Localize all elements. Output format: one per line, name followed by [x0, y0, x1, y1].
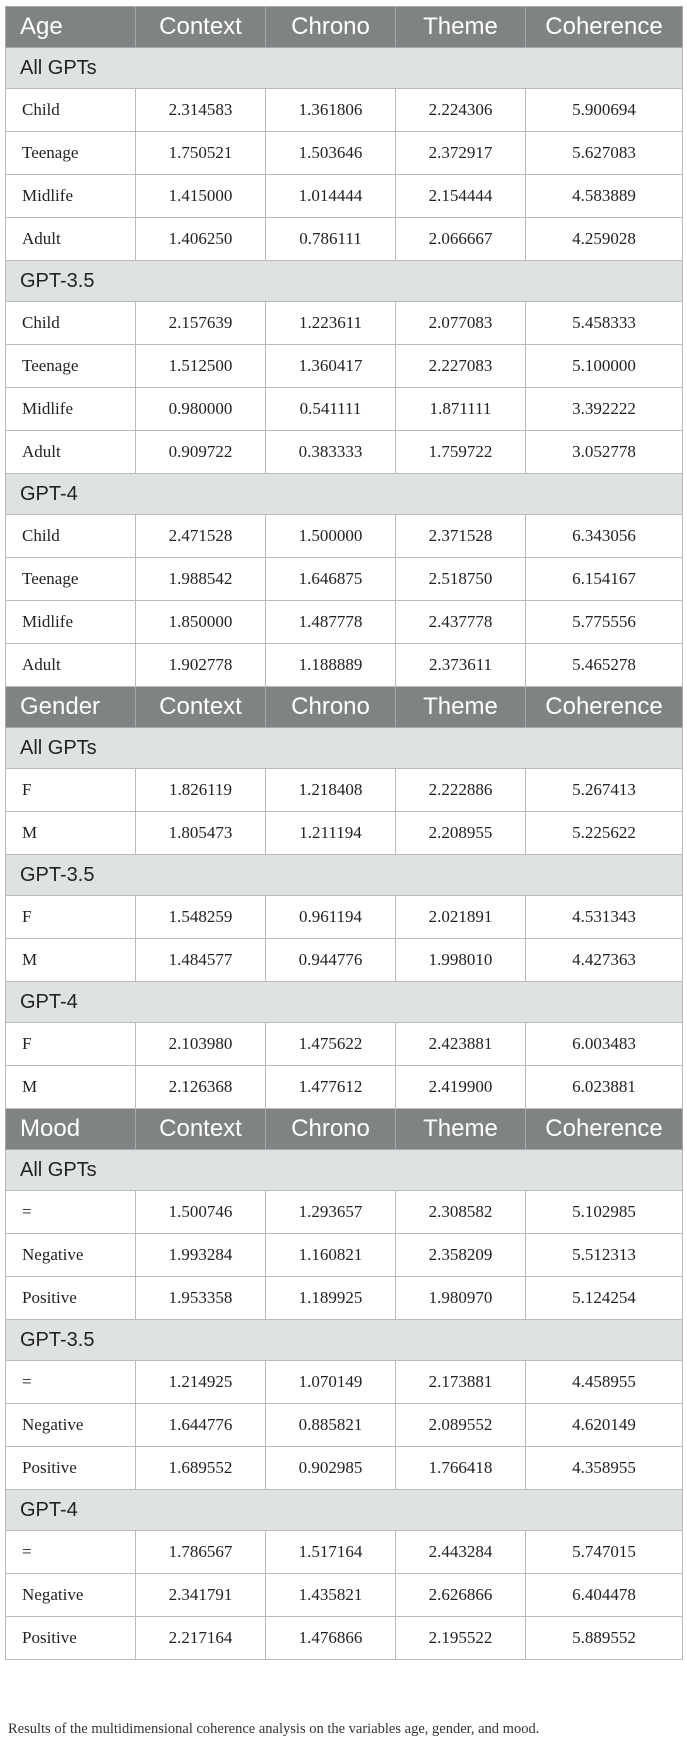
- table-row: [6, 89, 683, 132]
- column-header-cell: Coherence: [526, 687, 683, 728]
- value-cell: 2.358209: [396, 1234, 526, 1277]
- value-cell: 1.689552: [136, 1447, 266, 1490]
- value-cell: 0.961194: [266, 896, 396, 939]
- value-cell: 2.518750: [396, 558, 526, 601]
- table-row: [6, 1234, 683, 1277]
- table-row: [6, 1361, 683, 1404]
- model-group-label: All GPTs: [6, 728, 683, 769]
- table-row: [6, 644, 683, 687]
- value-cell: 6.003483: [526, 1023, 683, 1066]
- value-cell: 1.361806: [266, 89, 396, 132]
- value-cell: 1.902778: [136, 644, 266, 687]
- value-cell: 4.531343: [526, 896, 683, 939]
- table-row: [6, 1531, 683, 1574]
- value-cell: 0.944776: [266, 939, 396, 982]
- column-header-cell: Chrono: [266, 7, 396, 48]
- row-label-cell: Child: [6, 515, 136, 558]
- section-header-row: [6, 1109, 683, 1150]
- model-group-row: [6, 1150, 683, 1191]
- value-cell: 4.358955: [526, 1447, 683, 1490]
- value-cell: 1.646875: [266, 558, 396, 601]
- table-row: [6, 431, 683, 474]
- value-cell: 0.786111: [266, 218, 396, 261]
- value-cell: 3.392222: [526, 388, 683, 431]
- value-cell: 2.154444: [396, 175, 526, 218]
- row-label-cell: Adult: [6, 218, 136, 261]
- value-cell: 1.475622: [266, 1023, 396, 1066]
- value-cell: 0.885821: [266, 1404, 396, 1447]
- table-row: [6, 558, 683, 601]
- value-cell: 1.980970: [396, 1277, 526, 1320]
- row-label-cell: =: [6, 1191, 136, 1234]
- variable-header-cell: Age: [6, 7, 136, 48]
- row-label-cell: Teenage: [6, 345, 136, 388]
- value-cell: 1.500746: [136, 1191, 266, 1234]
- row-label-cell: Negative: [6, 1404, 136, 1447]
- value-cell: 0.902985: [266, 1447, 396, 1490]
- model-group-label: All GPTs: [6, 48, 683, 89]
- model-group-row: [6, 855, 683, 896]
- table-row: [6, 1191, 683, 1234]
- table-row: [6, 1404, 683, 1447]
- model-group-label: All GPTs: [6, 1150, 683, 1191]
- row-label-cell: Negative: [6, 1574, 136, 1617]
- row-label-cell: Child: [6, 89, 136, 132]
- value-cell: 2.308582: [396, 1191, 526, 1234]
- value-cell: 2.227083: [396, 345, 526, 388]
- table-caption: Results of the multidimensional coherence analysis on the variables age, gender, and mood.: [8, 1721, 540, 1737]
- value-cell: 2.626866: [396, 1574, 526, 1617]
- value-cell: 6.404478: [526, 1574, 683, 1617]
- model-group-label: GPT-3.5: [6, 1320, 683, 1361]
- value-cell: 2.341791: [136, 1574, 266, 1617]
- value-cell: 2.372917: [396, 132, 526, 175]
- value-cell: 6.023881: [526, 1066, 683, 1109]
- table-row: [6, 345, 683, 388]
- value-cell: 1.218408: [266, 769, 396, 812]
- value-cell: 1.750521: [136, 132, 266, 175]
- model-group-label: GPT-3.5: [6, 261, 683, 302]
- value-cell: 1.953358: [136, 1277, 266, 1320]
- value-cell: 5.889552: [526, 1617, 683, 1660]
- value-cell: 1.826119: [136, 769, 266, 812]
- value-cell: 4.427363: [526, 939, 683, 982]
- table-row: [6, 1617, 683, 1660]
- value-cell: 1.517164: [266, 1531, 396, 1574]
- section-header-row: [6, 7, 683, 48]
- value-cell: 2.157639: [136, 302, 266, 345]
- value-cell: 1.988542: [136, 558, 266, 601]
- row-label-cell: Teenage: [6, 558, 136, 601]
- value-cell: 2.371528: [396, 515, 526, 558]
- value-cell: 1.759722: [396, 431, 526, 474]
- value-cell: 1.223611: [266, 302, 396, 345]
- column-header-cell: Coherence: [526, 1109, 683, 1150]
- value-cell: 5.225622: [526, 812, 683, 855]
- results-table-container: [5, 6, 682, 1660]
- row-label-cell: Positive: [6, 1447, 136, 1490]
- table-row: [6, 769, 683, 812]
- row-label-cell: Midlife: [6, 601, 136, 644]
- column-header-cell: Chrono: [266, 1109, 396, 1150]
- value-cell: 2.217164: [136, 1617, 266, 1660]
- row-label-cell: =: [6, 1361, 136, 1404]
- table-row: [6, 302, 683, 345]
- value-cell: 2.077083: [396, 302, 526, 345]
- value-cell: 2.089552: [396, 1404, 526, 1447]
- value-cell: 6.154167: [526, 558, 683, 601]
- value-cell: 5.102985: [526, 1191, 683, 1234]
- value-cell: 1.014444: [266, 175, 396, 218]
- value-cell: 4.583889: [526, 175, 683, 218]
- value-cell: 2.314583: [136, 89, 266, 132]
- table-row: [6, 132, 683, 175]
- value-cell: 1.786567: [136, 1531, 266, 1574]
- row-label-cell: Adult: [6, 644, 136, 687]
- value-cell: 1.805473: [136, 812, 266, 855]
- value-cell: 1.211194: [266, 812, 396, 855]
- table-row: [6, 175, 683, 218]
- value-cell: 1.070149: [266, 1361, 396, 1404]
- value-cell: 1.500000: [266, 515, 396, 558]
- value-cell: 2.208955: [396, 812, 526, 855]
- table-row: [6, 812, 683, 855]
- value-cell: 1.871111: [396, 388, 526, 431]
- value-cell: 5.465278: [526, 644, 683, 687]
- section-header-row: [6, 687, 683, 728]
- model-group-row: [6, 474, 683, 515]
- value-cell: 5.747015: [526, 1531, 683, 1574]
- model-group-row: [6, 728, 683, 769]
- column-header-cell: Context: [136, 687, 266, 728]
- table-row: [6, 1277, 683, 1320]
- table-row: [6, 388, 683, 431]
- table-row: [6, 939, 683, 982]
- column-header-cell: Context: [136, 1109, 266, 1150]
- value-cell: 1.548259: [136, 896, 266, 939]
- value-cell: 0.980000: [136, 388, 266, 431]
- value-cell: 1.214925: [136, 1361, 266, 1404]
- value-cell: 1.406250: [136, 218, 266, 261]
- row-label-cell: M: [6, 939, 136, 982]
- model-group-label: GPT-3.5: [6, 855, 683, 896]
- row-label-cell: Midlife: [6, 175, 136, 218]
- table-row: [6, 1447, 683, 1490]
- value-cell: 1.160821: [266, 1234, 396, 1277]
- results-table-body: [6, 7, 683, 1660]
- row-label-cell: F: [6, 769, 136, 812]
- value-cell: 2.126368: [136, 1066, 266, 1109]
- value-cell: 5.900694: [526, 89, 683, 132]
- value-cell: 1.415000: [136, 175, 266, 218]
- value-cell: 1.360417: [266, 345, 396, 388]
- row-label-cell: M: [6, 1066, 136, 1109]
- value-cell: 2.437778: [396, 601, 526, 644]
- value-cell: 2.021891: [396, 896, 526, 939]
- value-cell: 5.458333: [526, 302, 683, 345]
- row-label-cell: Positive: [6, 1617, 136, 1660]
- value-cell: 1.993284: [136, 1234, 266, 1277]
- table-row: [6, 218, 683, 261]
- value-cell: 5.512313: [526, 1234, 683, 1277]
- row-label-cell: M: [6, 812, 136, 855]
- value-cell: 1.477612: [266, 1066, 396, 1109]
- value-cell: 1.503646: [266, 132, 396, 175]
- value-cell: 1.476866: [266, 1617, 396, 1660]
- table-row: [6, 1023, 683, 1066]
- value-cell: 6.343056: [526, 515, 683, 558]
- value-cell: 3.052778: [526, 431, 683, 474]
- value-cell: 5.627083: [526, 132, 683, 175]
- column-header-cell: Theme: [396, 7, 526, 48]
- value-cell: 1.189925: [266, 1277, 396, 1320]
- model-group-row: [6, 1320, 683, 1361]
- row-label-cell: Midlife: [6, 388, 136, 431]
- value-cell: 1.484577: [136, 939, 266, 982]
- value-cell: 2.066667: [396, 218, 526, 261]
- value-cell: 1.998010: [396, 939, 526, 982]
- value-cell: 2.224306: [396, 89, 526, 132]
- value-cell: 0.909722: [136, 431, 266, 474]
- variable-header-cell: Gender: [6, 687, 136, 728]
- value-cell: 5.124254: [526, 1277, 683, 1320]
- column-header-cell: Chrono: [266, 687, 396, 728]
- value-cell: 2.373611: [396, 644, 526, 687]
- value-cell: 2.443284: [396, 1531, 526, 1574]
- value-cell: 1.644776: [136, 1404, 266, 1447]
- column-header-cell: Context: [136, 7, 266, 48]
- row-label-cell: Child: [6, 302, 136, 345]
- model-group-label: GPT-4: [6, 474, 683, 515]
- row-label-cell: Negative: [6, 1234, 136, 1277]
- row-label-cell: Positive: [6, 1277, 136, 1320]
- row-label-cell: =: [6, 1531, 136, 1574]
- row-label-cell: F: [6, 1023, 136, 1066]
- value-cell: 1.512500: [136, 345, 266, 388]
- value-cell: 1.487778: [266, 601, 396, 644]
- row-label-cell: Adult: [6, 431, 136, 474]
- model-group-row: [6, 1490, 683, 1531]
- model-group-label: GPT-4: [6, 1490, 683, 1531]
- value-cell: 5.775556: [526, 601, 683, 644]
- value-cell: 1.850000: [136, 601, 266, 644]
- row-label-cell: Teenage: [6, 132, 136, 175]
- column-header-cell: Theme: [396, 1109, 526, 1150]
- value-cell: 2.195522: [396, 1617, 526, 1660]
- value-cell: 2.222886: [396, 769, 526, 812]
- table-row: [6, 896, 683, 939]
- model-group-row: [6, 982, 683, 1023]
- value-cell: 1.435821: [266, 1574, 396, 1617]
- model-group-row: [6, 48, 683, 89]
- table-row: [6, 1574, 683, 1617]
- value-cell: 2.103980: [136, 1023, 266, 1066]
- column-header-cell: Theme: [396, 687, 526, 728]
- row-label-cell: F: [6, 896, 136, 939]
- value-cell: 2.173881: [396, 1361, 526, 1404]
- value-cell: 2.419900: [396, 1066, 526, 1109]
- model-group-label: GPT-4: [6, 982, 683, 1023]
- value-cell: 4.259028: [526, 218, 683, 261]
- table-row: [6, 1066, 683, 1109]
- value-cell: 1.766418: [396, 1447, 526, 1490]
- variable-header-cell: Mood: [6, 1109, 136, 1150]
- value-cell: 5.267413: [526, 769, 683, 812]
- column-header-cell: Coherence: [526, 7, 683, 48]
- value-cell: 2.471528: [136, 515, 266, 558]
- value-cell: 1.188889: [266, 644, 396, 687]
- value-cell: 0.541111: [266, 388, 396, 431]
- value-cell: 0.383333: [266, 431, 396, 474]
- model-group-row: [6, 261, 683, 302]
- value-cell: 4.620149: [526, 1404, 683, 1447]
- results-table: [5, 6, 683, 1660]
- table-row: [6, 601, 683, 644]
- value-cell: 4.458955: [526, 1361, 683, 1404]
- table-row: [6, 515, 683, 558]
- value-cell: 1.293657: [266, 1191, 396, 1234]
- value-cell: 2.423881: [396, 1023, 526, 1066]
- value-cell: 5.100000: [526, 345, 683, 388]
